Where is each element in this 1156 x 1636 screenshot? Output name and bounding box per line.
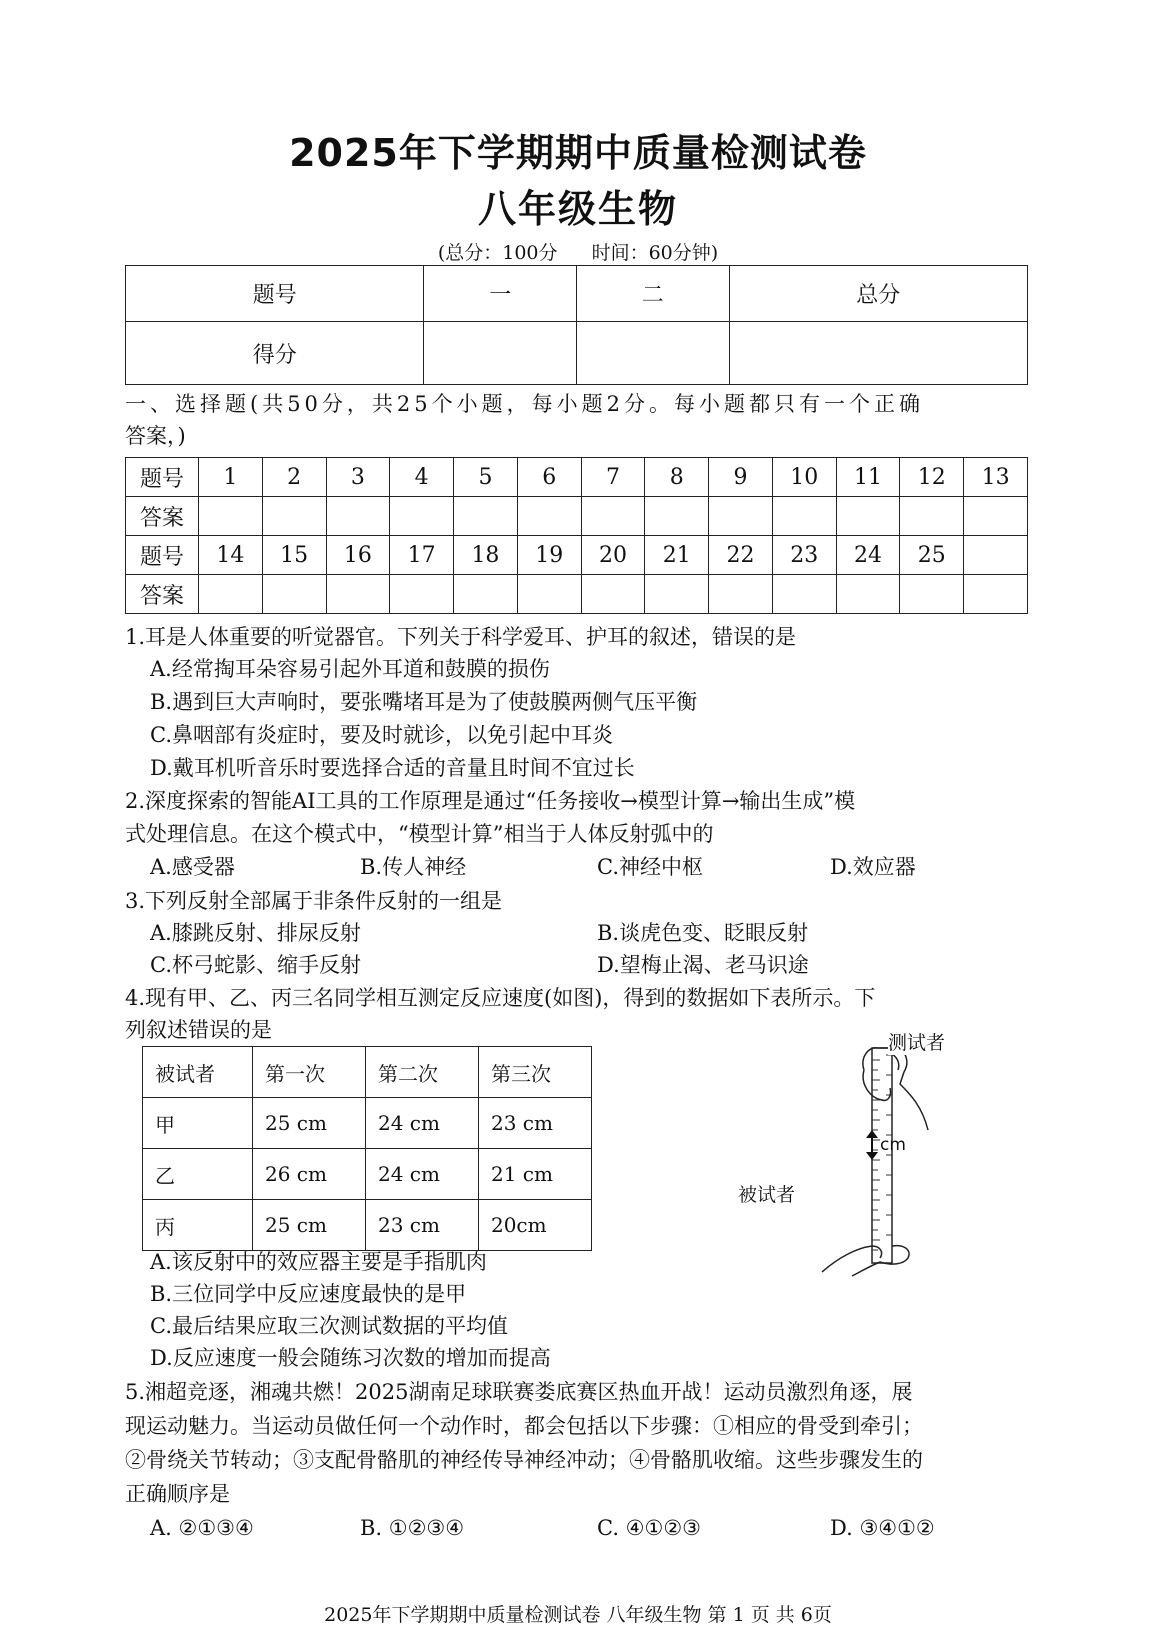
question-number: 1 [199, 458, 263, 497]
question-number: 11 [836, 458, 900, 497]
q5-option-d[interactable]: D. ③④①② [830, 1516, 935, 1540]
total-score: (总分：100分 [437, 242, 558, 264]
answer-cell[interactable] [645, 575, 709, 614]
table-row [143, 1149, 592, 1200]
subject-label: 被试者 [738, 1184, 796, 1206]
answer-cell[interactable] [709, 497, 773, 536]
answer-cell[interactable] [390, 497, 454, 536]
answer-table-label: 题号 [126, 458, 199, 497]
q5-stem-line3: ②骨绕关节转动；③支配骨骼肌的神经传导神经冲动；④骨骼肌收缩。这些步骤发生的 [125, 1448, 923, 1472]
answer-cell[interactable] [836, 575, 900, 614]
q4-option-c[interactable]: C.最后结果应取三次测试数据的平均值 [150, 1314, 508, 1338]
answer-table-ans-row-1 [126, 497, 1028, 536]
answer-cell[interactable] [581, 497, 645, 536]
rt-subject: 乙 [143, 1149, 253, 1200]
question-number: 12 [900, 458, 964, 497]
q4-option-b[interactable]: B.三位同学中反应速度最快的是甲 [150, 1282, 467, 1306]
question-number: 15 [262, 536, 326, 575]
answer-cell[interactable] [262, 497, 326, 536]
rt-value: 25 cm [253, 1098, 366, 1149]
q3-option-d[interactable]: D.望梅止渴、老马识途 [597, 953, 809, 977]
rt-value: 25 cm [253, 1200, 366, 1251]
rt-value: 26 cm [253, 1149, 366, 1200]
score-row-label: 得分 [126, 322, 424, 385]
q1-option-c[interactable]: C.鼻咽部有炎症时，要及时就诊，以免引起中耳炎 [150, 723, 613, 747]
q5-option-a[interactable]: A. ②①③④ [150, 1516, 254, 1540]
answer-cell[interactable] [772, 575, 836, 614]
question-number: 20 [581, 536, 645, 575]
q5-option-b[interactable]: B. ①②③④ [360, 1516, 465, 1540]
score-header-total: 总分 [729, 266, 1027, 322]
rt-value: 21 cm [478, 1149, 591, 1200]
question-number: 14 [199, 536, 263, 575]
answer-table-label: 答案 [126, 497, 199, 536]
q3-stem: 3.下列反射全部属于非条件反射的一组是 [125, 889, 503, 913]
q4-option-a[interactable]: A.该反射中的效应器主要是手指肌肉 [150, 1250, 487, 1274]
rt-subject: 丙 [143, 1200, 253, 1251]
answer-table-ans-row-2 [126, 575, 1028, 614]
answer-cell[interactable] [900, 575, 964, 614]
section1-intro-line2: 答案，) [125, 424, 186, 448]
q1-stem: 1.耳是人体重要的听觉器官。下列关于科学爱耳、护耳的叙述，错误的是 [125, 625, 797, 649]
q1-option-a[interactable]: A.经常掏耳朵容易引起外耳道和鼓膜的损伤 [150, 657, 550, 681]
answer-cell[interactable] [199, 575, 263, 614]
answer-cell[interactable] [262, 575, 326, 614]
question-number: 16 [326, 536, 390, 575]
question-number: 6 [517, 458, 581, 497]
answer-cell[interactable] [199, 497, 263, 536]
question-number: 8 [645, 458, 709, 497]
answer-cell[interactable] [645, 497, 709, 536]
q3-option-a[interactable]: A.膝跳反射、排尿反射 [150, 921, 361, 945]
ruler-figure [738, 1032, 1020, 1280]
answer-cell[interactable] [326, 497, 390, 536]
exam-time: 时间：60分钟) [591, 242, 719, 264]
rt-value: 24 cm [365, 1149, 478, 1200]
q4-option-d[interactable]: D.反应速度一般会随练习次数的增加而提高 [150, 1346, 551, 1370]
q2-stem-line1: 2.深度探索的智能AI工具的工作原理是通过“任务接收→模型计算→输出生成”模 [125, 789, 856, 813]
q5-stem-line2: 现运动魅力。当运动员做任何一个动作时，都会包括以下步骤：①相应的骨受到牵引； [125, 1414, 923, 1438]
question-number: 3 [326, 458, 390, 497]
question-number: 5 [454, 458, 518, 497]
answer-cell[interactable] [454, 497, 518, 536]
question-number: 22 [709, 536, 773, 575]
answer-cell[interactable] [517, 575, 581, 614]
score-cell-part1[interactable] [424, 322, 577, 385]
question-number: 13 [964, 458, 1028, 497]
unit-label: cm [880, 1135, 906, 1155]
rt-value: 20cm [478, 1200, 591, 1251]
question-number: 10 [772, 458, 836, 497]
q5-option-c[interactable]: C. ④①②③ [597, 1516, 701, 1540]
answer-cell[interactable] [964, 497, 1028, 536]
section1-intro-line1: 一、选择题(共50分，共25个小题，每小题2分。每小题都只有一个正确 [125, 392, 924, 416]
q3-option-c[interactable]: C.杯弓蛇影、缩手反射 [150, 953, 361, 977]
reaction-data-table [142, 1046, 592, 1251]
score-header-part1: 一 [424, 266, 577, 322]
question-number: 4 [390, 458, 454, 497]
page-footer: 2025年下学期期中质量检测试卷 八年级生物 第 1 页 共 6页 [324, 1604, 832, 1626]
rt-value: 23 cm [478, 1098, 591, 1149]
answer-table [125, 457, 1028, 614]
ruler-illustration [760, 1040, 1020, 1280]
rt-header-trial3: 第三次 [478, 1047, 591, 1098]
answer-table-label: 答案 [126, 575, 199, 614]
question-number: 23 [772, 536, 836, 575]
answer-table-num-row-1 [126, 458, 1028, 497]
exam-meta [0, 238, 1156, 265]
answer-cell[interactable] [326, 575, 390, 614]
q4-stem-line2: 列叙述错误的是 [125, 1018, 272, 1042]
question-number: 21 [645, 536, 709, 575]
rt-value: 24 cm [365, 1098, 478, 1149]
rt-subject: 甲 [143, 1098, 253, 1149]
rt-value: 23 cm [365, 1200, 478, 1251]
q2-option-d[interactable]: D.效应器 [830, 855, 916, 879]
exam-title: 2025年下学期期中质量检测试卷 [289, 131, 867, 175]
answer-cell[interactable] [454, 575, 518, 614]
q4-stem-line1: 4.现有甲、乙、丙三名同学相互测定反应速度(如图)，得到的数据如下表所示。下 [125, 986, 876, 1010]
rt-header-subject: 被试者 [143, 1047, 253, 1098]
question-number: 9 [709, 458, 773, 497]
table-row [143, 1098, 592, 1149]
answer-cell[interactable] [900, 497, 964, 536]
question-number: 18 [454, 536, 518, 575]
question-number [964, 536, 1028, 575]
rt-header-trial2: 第二次 [365, 1047, 478, 1098]
score-table [125, 265, 1028, 385]
score-cell-total[interactable] [729, 322, 1027, 385]
question-number: 25 [900, 536, 964, 575]
answer-cell[interactable] [836, 497, 900, 536]
score-cell-part2[interactable] [576, 322, 729, 385]
q3-option-b[interactable]: B.谈虎色变、眨眼反射 [597, 921, 809, 945]
table-row [143, 1200, 592, 1251]
answer-table-num-row-2 [126, 536, 1028, 575]
answer-cell[interactable] [390, 575, 454, 614]
question-number: 7 [581, 458, 645, 497]
exam-subject: 八年级生物 [477, 187, 678, 231]
answer-table-label: 题号 [126, 536, 199, 575]
score-header-part2: 二 [576, 266, 729, 322]
q1-option-d[interactable]: D.戴耳机听音乐时要选择合适的音量且时间不宜过长 [150, 756, 635, 780]
q5-stem-line1: 5.湘超竞逐，湘魂共燃！2025湖南足球联赛娄底赛区热血开战！运动员激烈角逐，展 [125, 1380, 913, 1404]
answer-cell[interactable] [581, 575, 645, 614]
q2-option-b[interactable]: B.传人神经 [360, 855, 467, 879]
q2-stem-line2: 式处理信息。在这个模式中，“模型计算”相当于人体反射弧中的 [125, 822, 714, 846]
q2-option-c[interactable]: C.神经中枢 [597, 855, 703, 879]
answer-cell[interactable] [709, 575, 773, 614]
answer-cell[interactable] [772, 497, 836, 536]
question-number: 2 [262, 458, 326, 497]
q1-option-b[interactable]: B.遇到巨大声响时，要张嘴堵耳是为了使鼓膜两侧气压平衡 [150, 690, 698, 714]
rt-header-trial1: 第一次 [253, 1047, 366, 1098]
score-header-num: 题号 [126, 266, 424, 322]
question-number: 24 [836, 536, 900, 575]
question-number: 17 [390, 536, 454, 575]
q5-stem-line4: 正确顺序是 [125, 1482, 230, 1506]
q2-option-a[interactable]: A.感受器 [150, 855, 235, 879]
answer-cell[interactable] [964, 575, 1028, 614]
tester-label: 测试者 [888, 1028, 945, 1055]
answer-cell[interactable] [517, 497, 581, 536]
question-number: 19 [517, 536, 581, 575]
